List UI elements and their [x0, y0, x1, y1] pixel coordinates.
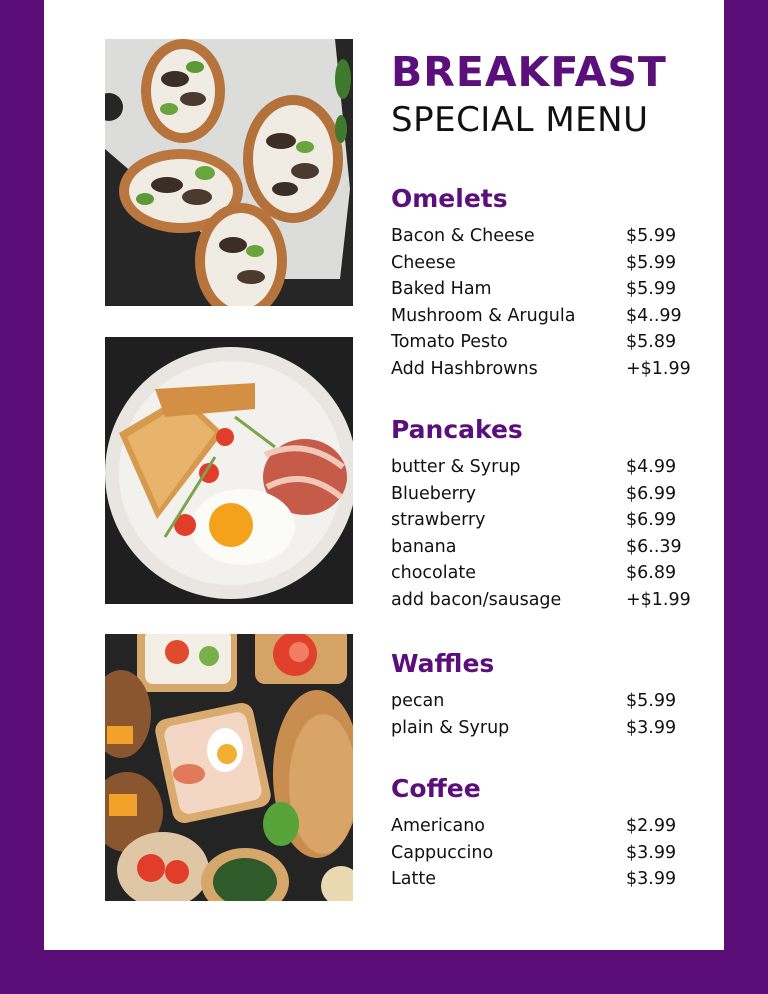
- item-name: Mushroom & Arugula: [391, 305, 576, 326]
- item-price: $5.99: [626, 226, 677, 246]
- item-price: $6.99: [626, 510, 677, 531]
- item-name: Tomato Pesto: [391, 332, 508, 353]
- menu-item: [391, 303, 691, 330]
- item-name: Cappuccino: [391, 842, 494, 863]
- menu-item: [391, 587, 691, 614]
- item-price: +$1.99: [626, 358, 691, 379]
- menu-subtitle: SPECIAL MENU: [391, 100, 649, 140]
- item-price: $6..39: [626, 536, 682, 557]
- eggs-bacon-plate-photo: [105, 337, 353, 604]
- item-price: $5.99: [626, 279, 677, 300]
- item-price: $6.89: [626, 563, 677, 584]
- item-price: $6.99: [626, 483, 677, 504]
- menu-item: [391, 481, 691, 508]
- sandwiches-illustration: [105, 634, 353, 901]
- section-title: Pancakes: [391, 415, 523, 444]
- item-name: Add Hashbrowns: [391, 358, 538, 379]
- item-name: Bacon & Cheese: [391, 226, 535, 246]
- menu-item: [391, 560, 691, 587]
- sandwiches-photo: [105, 634, 353, 901]
- menu-item: [391, 223, 691, 250]
- item-price: $4..99: [626, 305, 682, 326]
- menu-item: [391, 866, 691, 893]
- item-name: Latte: [391, 869, 436, 890]
- item-price: $3.99: [626, 869, 677, 890]
- item-price: $5.99: [626, 252, 677, 273]
- menu-item: [391, 688, 691, 715]
- item-price: $4.99: [626, 457, 677, 477]
- item-price: $5.89: [626, 332, 677, 353]
- menu-item: [391, 840, 691, 867]
- item-name: butter & Syrup: [391, 457, 521, 477]
- menu-item: [391, 534, 691, 561]
- item-name: add bacon/sausage: [391, 589, 562, 610]
- item-price: $2.99: [626, 816, 677, 836]
- section-title: Omelets: [391, 184, 508, 213]
- menu-item: [391, 454, 691, 481]
- item-name: chocolate: [391, 563, 476, 584]
- item-price: +$1.99: [626, 589, 691, 610]
- menu-page: [44, 0, 724, 950]
- mushroom-toast-illustration: [105, 39, 353, 306]
- menu-item: [391, 329, 691, 356]
- menu-title: BREAKFAST: [391, 48, 667, 96]
- menu-item: [391, 507, 691, 534]
- item-name: banana: [391, 536, 457, 557]
- item-price: $3.99: [626, 842, 677, 863]
- item-name: Baked Ham: [391, 279, 492, 300]
- eggs-bacon-plate-illustration: [105, 337, 353, 604]
- menu-item: [391, 813, 691, 840]
- section-waffles: [391, 646, 691, 741]
- item-name: plain & Syrup: [391, 717, 510, 738]
- item-name: strawberry: [391, 510, 486, 531]
- mushroom-toast-photo: [105, 39, 353, 306]
- menu-item: [391, 276, 691, 303]
- menu-item: [391, 356, 691, 383]
- item-price: $5.99: [626, 691, 677, 711]
- section-title: Coffee: [391, 774, 481, 803]
- menu-item: [391, 715, 691, 742]
- item-name: pecan: [391, 691, 445, 711]
- section-pancakes: [391, 412, 691, 614]
- menu-item: [391, 250, 691, 277]
- item-name: Blueberry: [391, 483, 477, 504]
- item-name: Americano: [391, 816, 485, 836]
- section-omelets: [391, 181, 691, 383]
- section-coffee: [391, 771, 691, 893]
- item-price: $3.99: [626, 717, 677, 738]
- section-title: Waffles: [391, 649, 495, 678]
- item-name: Cheese: [391, 252, 456, 273]
